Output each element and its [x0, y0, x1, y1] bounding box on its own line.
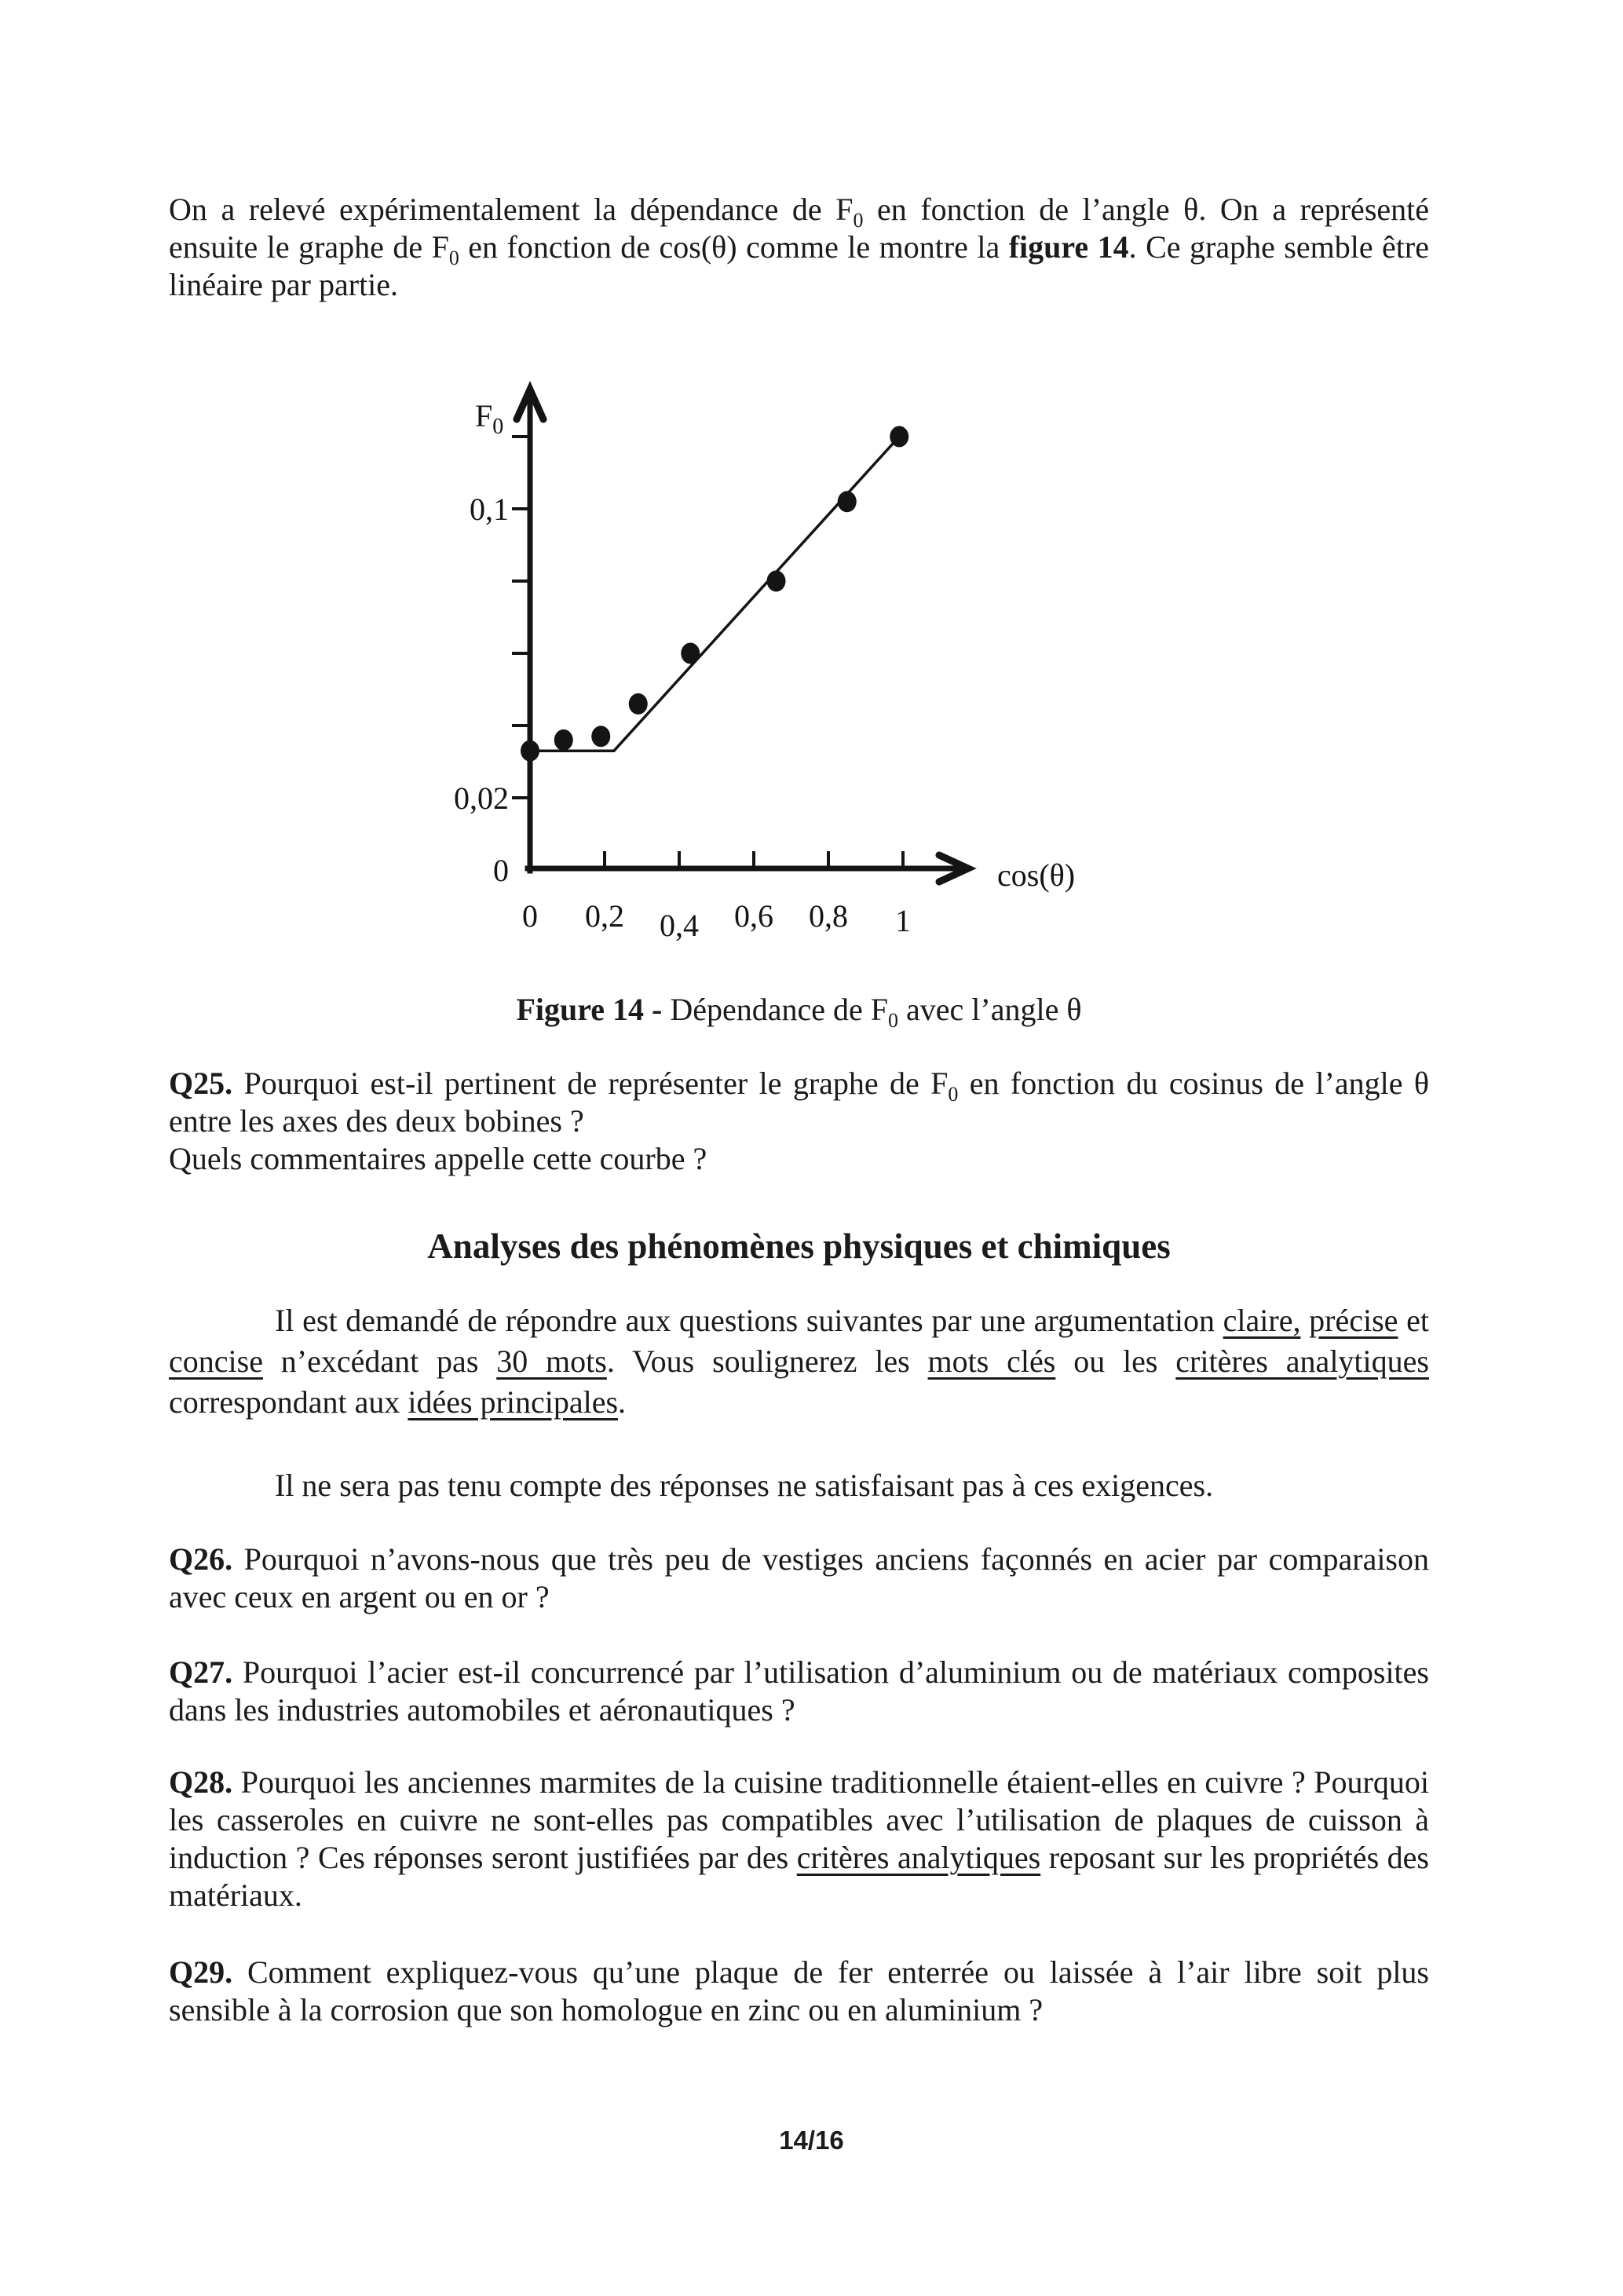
y-tick-label: 0,1: [470, 492, 509, 527]
page-number: 14/16: [779, 2126, 844, 2155]
question-q26: Q26. Pourquoi n’avons-nous que très peu de vestiges anciens façonnés en acier par comparaison avec ceux en argent ou en or ?: [169, 1541, 1429, 1614]
x-tick-label: 0,4: [660, 908, 699, 943]
data-point: [681, 643, 700, 664]
fit-line: [530, 437, 899, 751]
y-tick-label: 0: [493, 853, 509, 888]
x-tick-label: 1: [895, 903, 911, 938]
y-tick-label: 0,02: [454, 781, 509, 816]
data-point: [554, 729, 573, 751]
x-tick-label: 0,8: [809, 898, 848, 934]
note-paragraph: Il ne sera pas tenu compte des réponses ne satisfaisant pas à ces exigences.: [275, 1468, 1214, 1503]
intro-paragraph: On a relevé expérimentalement la dépendance de $F_0$ en fonction de l’angle θ. On a représenté ensuite le graphe de $F_0$ en fonction de cos(θ) comme le montre la figure 14. Ce graphe semble être linéaire par partie.: [169, 192, 1430, 302]
x-tick-label: 0,6: [734, 898, 773, 934]
figure-14-chart: [393, 367, 1139, 949]
y-axis-label: $F_0$: [475, 398, 504, 439]
data-point: [838, 491, 857, 512]
data-point: [629, 693, 648, 715]
instructions-paragraph: Il est demandé de répondre aux questions suivantes par une argumentation claire, précise et concise n’excédant pas 30 mots. Vous soulignerez les mots clés ou les critères analytiques correspondant aux idées principales.: [169, 1303, 1429, 1420]
x-tick-label: 0,2: [585, 898, 624, 934]
x-tick-label: 0: [522, 898, 538, 934]
data-point: [591, 726, 610, 747]
question-q29: Q29. Comment expliquez-vous qu’une plaque de fer enterrée ou laissée à l’air libre soit plus sensible à la corrosion que son homologue en zinc ou en aluminium ?: [169, 1954, 1429, 2027]
question-q25: [169, 1065, 1429, 1178]
question-q28: Q28. Pourquoi les anciennes marmites de la cuisine traditionnelle étaient-elles en cuivre ? Pourquoi les casseroles en cuivre ne sont-elles pas compatibles avec l’utilisation de plaques de cuisson à induction ? Ces réponses seront justifiées par des critères analytiques reposant sur les propriétés des matériaux.: [169, 1764, 1429, 1913]
section-heading: Analyses des phénomènes physiques et chimiques: [427, 1227, 1171, 1266]
question-q27: Q27. Pourquoi l’acier est-il concurrencé par l’utilisation d’aluminium ou de matériaux composites dans les industries automobiles et aéronautiques ?: [169, 1654, 1429, 1727]
data-point: [890, 426, 908, 448]
figure-caption: Figure 14 - Dépendance de $F_0$ avec l’angle θ: [516, 992, 1082, 1032]
question-q25-line2: Quels commentaires appelle cette courbe ?: [169, 1141, 707, 1176]
figure-14: [393, 367, 1139, 949]
data-point: [521, 740, 539, 762]
data-point: [767, 571, 786, 592]
question-q25-text: Q25. Pourquoi est-il pertinent de représenter le graphe de $F_0$ en fonction du cosinus de l’angle θ entre les axes des deux bobines ?: [169, 1066, 1429, 1139]
x-axis-label: cos(θ): [997, 857, 1076, 893]
